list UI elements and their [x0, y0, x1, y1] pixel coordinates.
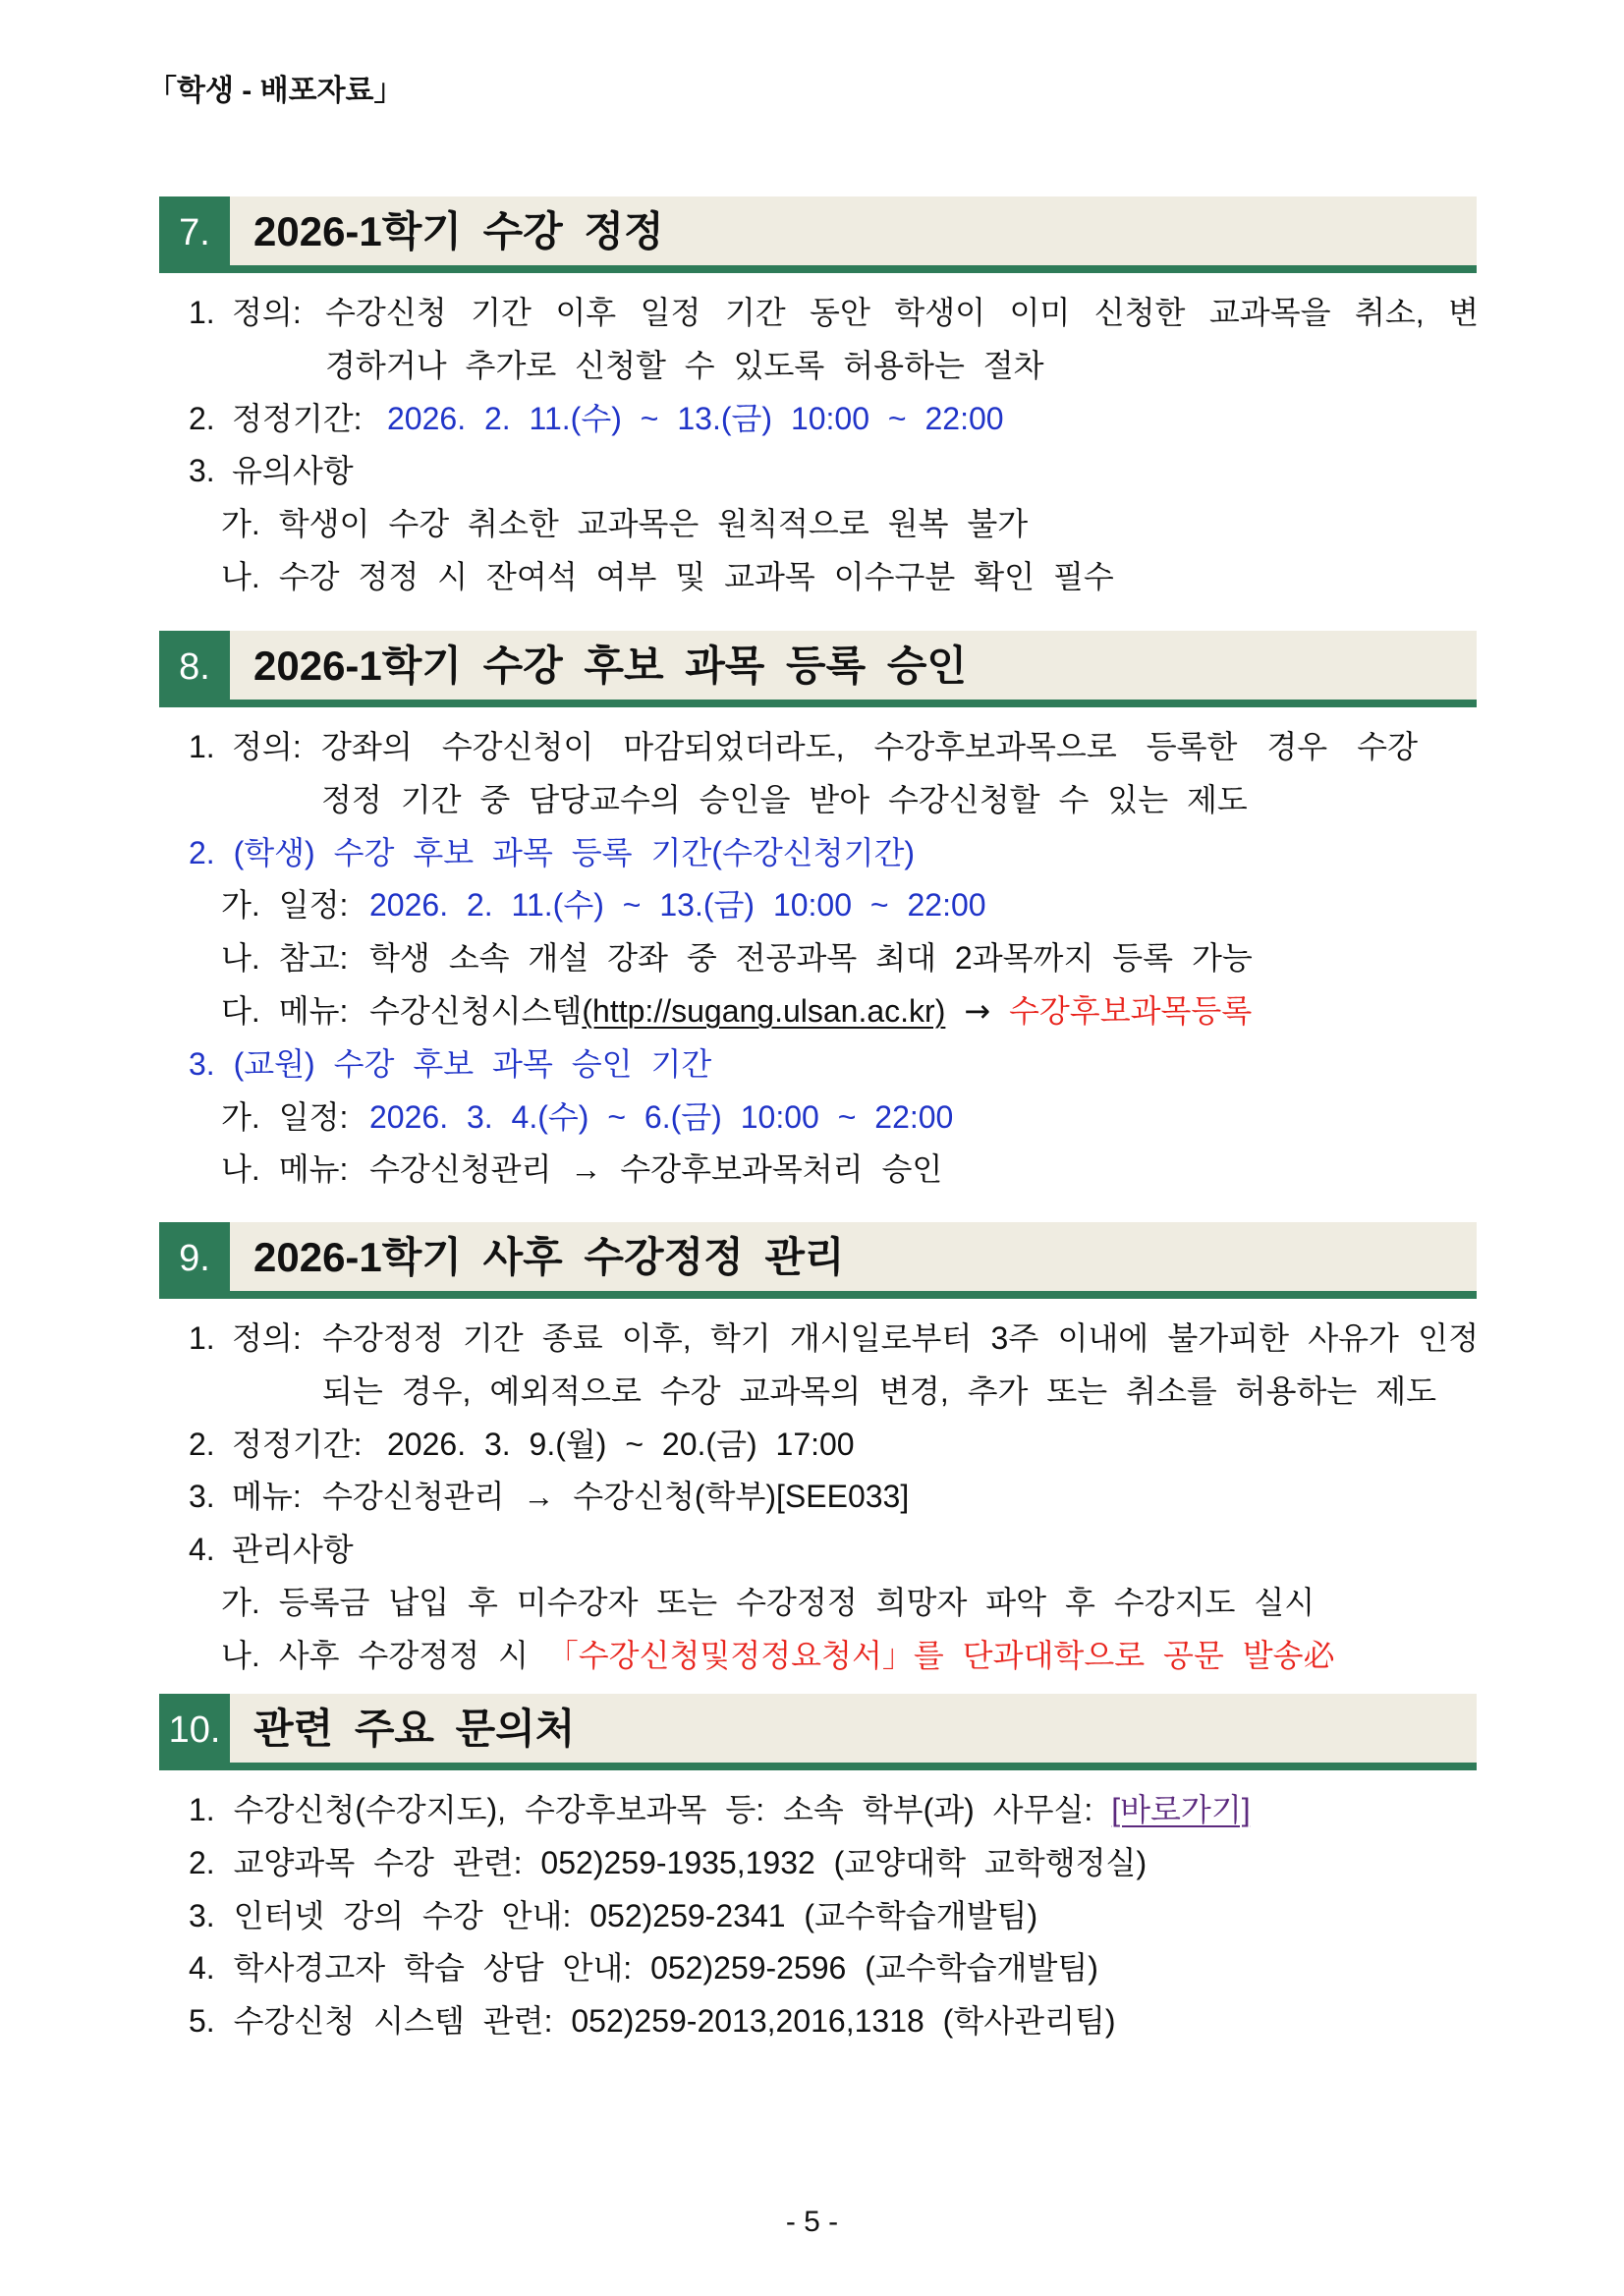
schedule-dates: 2026. 3. 4.(수) ~ 6.(금) 10:00 ~ 22:00 [369, 1098, 954, 1135]
contact-item [0, 1942, 1624, 1995]
contact-item [0, 1890, 1624, 1943]
definition-line-continued [0, 774, 1624, 827]
item-number: 3. [189, 1479, 215, 1515]
management-text-prefix: 나. 사후 수강정정 시 [221, 1637, 529, 1673]
contact-text: 2. 교양과목 수강 관련: 052)259-1935,1932 (교양대학 교학행정실) [189, 1844, 1148, 1880]
menu-path: 수강신청관리 → 수강후보과목처리 승인 [369, 1151, 943, 1188]
item-number: 2. [189, 400, 215, 436]
definition-label: 정의: [232, 1320, 302, 1356]
section-body [0, 721, 1624, 1197]
definition-text-continued: 경하거나 추가로 신청할 수 있도록 허용하는 절차 [325, 347, 1044, 383]
definition-line [0, 287, 1624, 340]
note-text: 학생 소속 개설 강좌 중 전공과목 최대 2과목까지 등록 가능 [369, 940, 1253, 977]
section-number-badge: 7. [159, 196, 230, 273]
definition-text: 수강정정 기간 종료 이후, 학기 개시일로부터 3주 이내에 불가피한 사유가 인정 [322, 1320, 1479, 1356]
schedule-dates: 2026. 2. 11.(수) ~ 13.(금) 10:00 ~ 22:00 [369, 887, 986, 924]
menu-system-name: 수강신청시스템 [369, 992, 583, 1029]
management-label: 관리사항 [232, 1532, 354, 1568]
student-period-title: 2. (학생) 수강 후보 과목 등록 기간(수강신청기간) [189, 834, 916, 870]
note-item [0, 498, 1624, 551]
section-title: 2026-1학기 수강 후보 과목 등록 승인 [253, 643, 967, 689]
menu-label: 메뉴: [232, 1479, 302, 1515]
period-label: 정정기간: [232, 1426, 363, 1462]
management-item [0, 1577, 1624, 1630]
section-number-badge: 8. [159, 631, 230, 707]
management-heading-line [0, 1524, 1624, 1577]
contact-text: 3. 인터넷 강의 수강 안내: 052)259-2341 (교수학습개발팀) [189, 1897, 1038, 1933]
faculty-period-heading [0, 1038, 1624, 1092]
item-number: 3. [189, 453, 215, 489]
management-text: 가. 등록금 납입 후 미수강자 또는 수강정정 희망자 파악 후 수강지도 실시 [221, 1584, 1316, 1620]
definition-label: 정의: [232, 295, 302, 330]
faculty-period-title: 3. (교원) 수강 후보 과목 승인 기간 [189, 1045, 712, 1082]
note-text: 나. 수강 정정 시 잔여석 여부 및 교과목 이수구분 확인 필수 [221, 558, 1114, 594]
contact-text: 4. 학사경고자 학습 상담 안내: 052)259-2596 (교수학습개발팀) [189, 1950, 1098, 1987]
contact-text [189, 1784, 1251, 1837]
schedule-label: 가. 일정: [221, 887, 349, 924]
period-dates: 2026. 3. 9.(월) ~ 20.(금) 17:00 [387, 1426, 855, 1462]
definition-label: 정의: [232, 729, 302, 764]
section-body [0, 1313, 1624, 1683]
document-header: 「학생 - 배포자료」 [147, 75, 404, 107]
menu-path [369, 985, 1252, 1038]
section-heading [159, 196, 1477, 273]
student-note-line [0, 932, 1624, 985]
heading-underline [159, 1291, 1477, 1299]
definition-line-continued [0, 340, 1624, 393]
contact-text: 5. 수강신청 시스템 관련: 052)259-2013,2016,1318 (학사관리팀) [189, 2003, 1116, 2040]
required-document-notice: 「수강신청및정정요청서」를 단과대학으로 공문 발송必 [546, 1637, 1335, 1673]
menu-label: 다. 메뉴: [221, 992, 349, 1029]
item-number: 2. [189, 1426, 215, 1462]
note-label: 나. 참고: [221, 940, 349, 977]
contact-item [0, 1784, 1624, 1837]
notes-heading-line [0, 445, 1624, 498]
definition-text-continued: 되는 경우, 예외적으로 수강 교과목의 변경, 추가 또는 취소를 허용하는 제도 [322, 1372, 1437, 1409]
definition-text-continued: 정정 기간 중 담당교수의 승인을 받아 수강신청할 수 있는 제도 [321, 781, 1248, 817]
section-number-badge: 10. [159, 1694, 230, 1770]
menu-label: 나. 메뉴: [221, 1151, 349, 1188]
period-dates: 2026. 2. 11.(수) ~ 13.(금) 10:00 ~ 22:00 [387, 400, 1004, 436]
contact-item [0, 1995, 1624, 2048]
student-schedule-line [0, 879, 1624, 932]
contact-description: 1. 수강신청(수강지도), 수강후보과목 등: 소속 학부(과) 사무실: [189, 1792, 1093, 1827]
notes-label: 유의사항 [232, 453, 354, 489]
faculty-schedule-line [0, 1092, 1624, 1145]
period-label: 정정기간: [232, 400, 363, 436]
menu-line [0, 1471, 1624, 1524]
definition-line [0, 721, 1624, 774]
period-line [0, 1419, 1624, 1472]
note-text: 가. 학생이 수강 취소한 교과목은 원칙적으로 원복 불가 [221, 506, 1029, 542]
menu-path: 수강신청관리 → 수강신청(학부)[SEE033] [322, 1479, 910, 1515]
sugang-system-link[interactable]: (http://sugang.ulsan.ac.kr) [582, 992, 946, 1029]
period-line [0, 393, 1624, 446]
schedule-label: 가. 일정: [221, 1098, 349, 1135]
page-number: - 5 - [785, 2206, 839, 2238]
definition-line [0, 1313, 1624, 1366]
management-text [221, 1630, 1335, 1683]
shortcut-link[interactable]: [바로가기] [1111, 1792, 1251, 1827]
student-period-heading [0, 827, 1624, 880]
section-title: 2026-1학기 수강 정정 [253, 208, 664, 254]
heading-underline [159, 265, 1477, 273]
section-heading [159, 1222, 1477, 1299]
section-heading [159, 631, 1477, 707]
faculty-menu-line [0, 1144, 1624, 1197]
section-number-badge: 9. [159, 1222, 230, 1299]
heading-underline [159, 1763, 1477, 1770]
section-body [0, 1784, 1624, 2048]
item-number: 4. [189, 1532, 215, 1568]
item-number: 1. [189, 295, 215, 330]
item-number: 1. [189, 729, 215, 764]
definition-text: 강좌의 수강신청이 마감되었더라도, 수강후보과목으로 등록한 경우 수강 [321, 729, 1418, 764]
section-body [0, 287, 1624, 604]
arrow-right-icon: → [964, 991, 991, 1030]
definition-text: 수강신청 기간 이후 일정 기간 동안 학생이 이미 신청한 교과목을 취소, 변 [325, 295, 1479, 330]
contact-item [0, 1837, 1624, 1890]
heading-underline [159, 700, 1477, 707]
item-number: 1. [189, 1320, 215, 1356]
definition-line-continued [0, 1366, 1624, 1419]
management-item [0, 1630, 1624, 1683]
section-title: 2026-1학기 사후 수강정정 관리 [253, 1234, 845, 1280]
section-heading [159, 1694, 1477, 1770]
menu-target: 수강후보과목등록 [1008, 992, 1253, 1029]
section-title: 관련 주요 문의처 [253, 1706, 576, 1752]
note-item [0, 551, 1624, 604]
student-menu-line [0, 985, 1624, 1038]
